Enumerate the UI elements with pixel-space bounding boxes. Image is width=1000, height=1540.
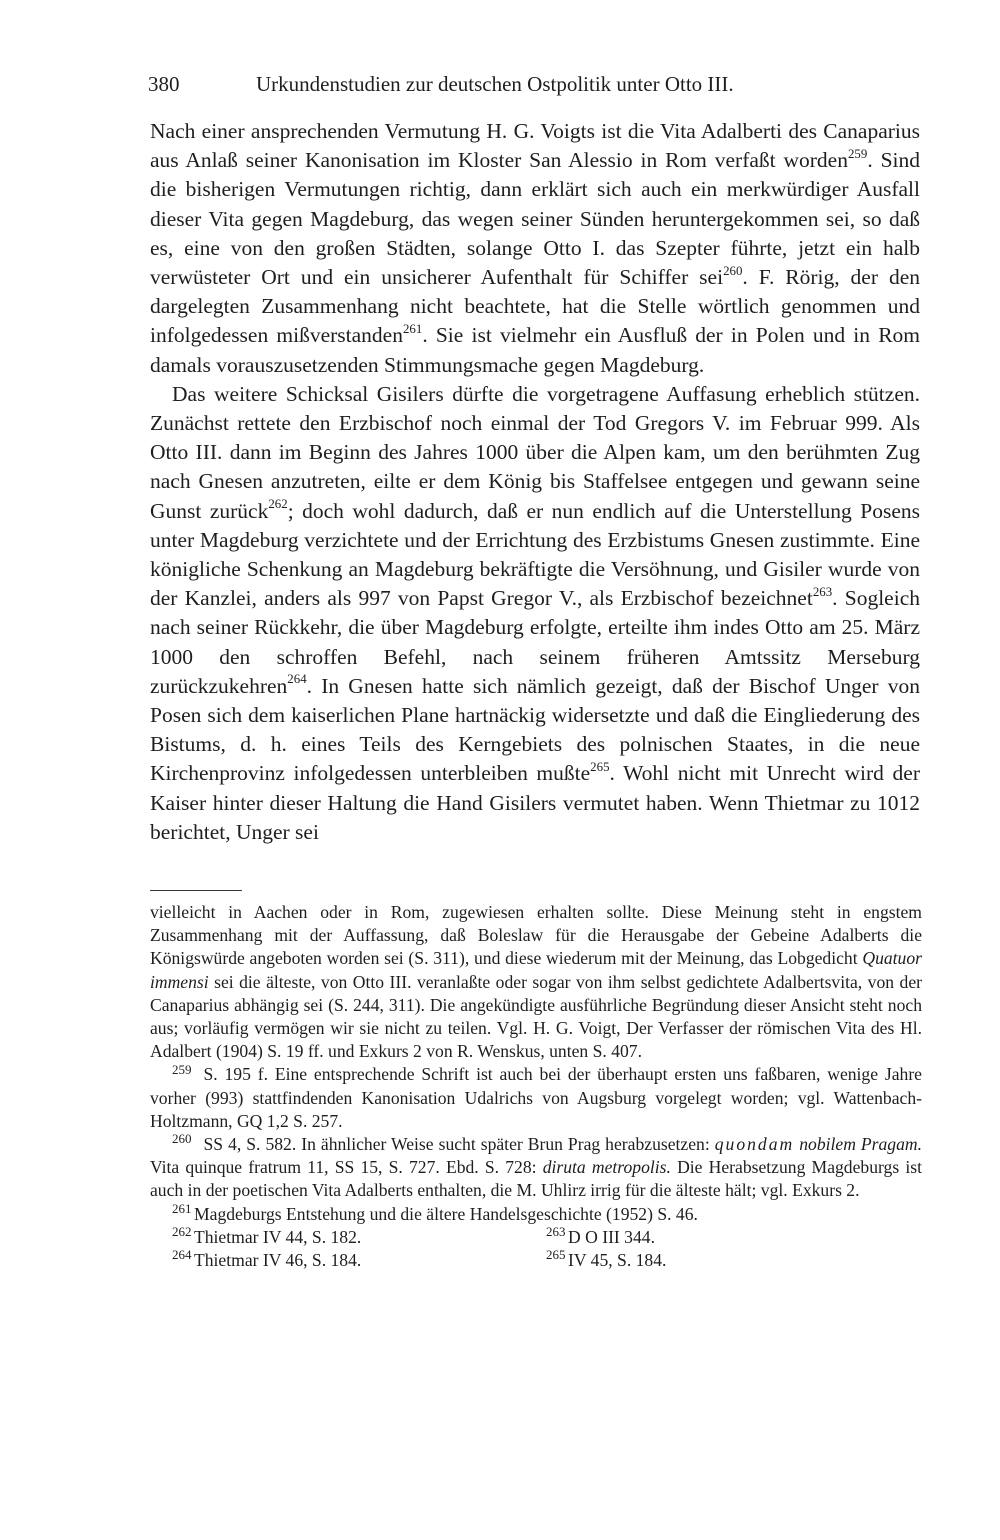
- footnote-ref-260: 260: [723, 263, 743, 278]
- italic-spaced-word: quondam: [714, 1134, 795, 1155]
- footnote-text: Magdeburgs Entstehung und die ältere Handelsgeschichte (1952) S. 46.: [194, 1203, 698, 1224]
- main-text: [150, 117, 920, 847]
- footnote-text: D O III 344.: [568, 1226, 655, 1247]
- running-header: [148, 70, 853, 98]
- footnote-text: Die Herabsetzung Magdeburgs ist auch in der poetischen Vita Adalberts enthalten, die M. Uhlirz irrig für die älteste hält; vgl. Exkurs 2.: [150, 1157, 922, 1201]
- footnote-text: Vita quinque fratrum 11, SS 15, S. 727. Ebd. S. 728:: [150, 1157, 543, 1178]
- paragraph-1: [150, 117, 920, 380]
- footnote-265: 265 IV 45, S. 184.: [546, 1247, 667, 1271]
- paragraph-2: [150, 380, 920, 847]
- footnote-text: SS 4, S. 582. In ähnlicher Weise sucht später Brun Prag herabzusetzen:: [203, 1134, 715, 1155]
- footnote-259: [150, 1063, 922, 1133]
- italic-phrase: diruta metropolis.: [542, 1157, 671, 1178]
- footnote-261: 261 Magdeburgs Entstehung und die ältere Handelsgeschichte (1952) S. 46.: [172, 1200, 698, 1224]
- footnote-ref-263: 263: [812, 584, 833, 599]
- footnote-ref-262: 262: [268, 497, 288, 512]
- text-run: sei die älteste, von Otto III. veranlaßte oder sogar von ihm selbst gedichtete Adalbertsvita, von der Canaparius abhängig sei (S. 244, 311). Die angekündigte ausführliche Begründung dieser Ansicht steht noch aus; vorläufig vermögen wir sie nicht zu teilen. Vgl. H. G. Voigt, Der Verfasser der römischen Vita des Hl. Adalbert (1904) S. 19 ff. und Exkurs 2 von R. Wenskus, unten S. 407.: [150, 971, 922, 1062]
- footnote-260: [150, 1133, 922, 1203]
- footnote-text: S. 195 f. Eine entsprechende Schrift ist auch bei der überhaupt ersten uns faßbaren, wenige Jahre vorher (993) stattfindenden Kanonisation Udalrichs von Augsburg vorgelegt worden; vgl. Wattenbach-Holtzmann, GQ 1,2 S. 257.: [150, 1064, 922, 1131]
- footnote-ref-264: 264: [287, 672, 307, 687]
- text-run: Das weitere Schicksal Gisilers dürfte die vorgetragene Auffasung erheblich stützen. Zunächst rettete den Erzbischof noch einmal der Tod Gregors V. im Februar 999. Als Otto III. dann im Beginn des Jahres 1000 über die Alpen kam, um den berühmten Zug nach Gnesen anzutreten, eilte er dem König bis Staffelsee entgegen und gewann seine Gunst zurück: [150, 381, 920, 523]
- text-run: vielleicht in Aachen oder in Rom, zugewiesen erhalten sollte. Diese Meinung steht in engstem Zusammenhang mit der Auffassung, daß Boleslaw für die Herausgabe der Gebeine Adalberts die Königswürde angeboten worden sei (S. 311), und diese wiederum mit der Meinung, das Lobgedicht: [150, 902, 922, 969]
- footnotes: [150, 901, 922, 1272]
- footnote-divider: [150, 890, 242, 891]
- footnote-text: Thietmar IV 46, S. 184.: [194, 1250, 362, 1271]
- text-run: . Sie ist vielmehr ein Ausfluß der in Polen und in Rom damals vorauszusetzenden Stimmungsmache gegen Magdeburg.: [150, 323, 921, 377]
- text-run: ; doch wohl dadurch, daß er nun endlich auf die Unterstellung Posens unter Magdeburg verzichtete und der Errichtung des Erzbistums Gnesen zustimmte. Eine königliche Schenkung an Magdeburg bekräftigte die Versöhnung, und Gisiler wurde von der Kanzlei, anders als 997 von Papst Gregor V., als Erzbischof bezeichnet: [150, 498, 920, 611]
- footnote-ref-261: 261: [402, 321, 423, 336]
- footnote-ref-265: 265: [590, 760, 610, 775]
- text-run: . Sogleich nach seiner Rückkehr, die über Magdeburg erfolgte, erteilte ihm indes Otto am 25. März 1000 den schroffen Befehl, nach seinem früheren Amtssitz Merseburg zurückzukehren: [150, 586, 920, 698]
- footnote-264: 264 Thietmar IV 46, S. 184.: [172, 1247, 362, 1271]
- text-run: . In Gnesen hatte sich nämlich gezeigt, daß der Bischof Unger von Posen sich dem kaiserlichen Plane hartnäckig widersetzte und daß die Eingliederung des Bistums, d. h. eines Teils des Kerngebiets des polnischen Staates, in die neue Kirchenprovinz infolgedessen unterbleiben mußte: [150, 673, 920, 786]
- footnote-ref-259: 259: [847, 146, 868, 161]
- italic-title: Quatuor immensi: [150, 948, 922, 992]
- running-title: Urkundenstudien zur deutschen Ostpolitik unter Otto III.: [256, 72, 734, 96]
- footnote-row: [150, 1249, 922, 1272]
- footnote-continuation: [150, 901, 922, 1063]
- footnote-263: 263 D O III 344.: [546, 1223, 655, 1247]
- footnote-row: [150, 1223, 922, 1249]
- text-run: Nach einer ansprechenden Vermutung H. G. Voigts ist die Vita Adalberti des Canaparius aus Anlaß seiner Kanonisation im Kloster San Alessio in Rom verfaßt worden: [150, 119, 920, 173]
- text-run: . Sind die bisherigen Vermutungen richtig, dann erklärt sich auch ein merkwürdiger Ausfall dieser Vita gegen Magdeburg, das wegen seiner Sünden heruntergekommen sei, so daß es, eine von den großen Städten, solange Otto I. das Szepter führte, jetzt ein halb verwüsteter Ort und ein unsicherer Aufenthalt für Schiffer sei: [150, 148, 920, 290]
- footnote-262: 262 Thietmar IV 44, S. 182.: [172, 1223, 362, 1247]
- footnote-text: IV 45, S. 184.: [568, 1250, 667, 1271]
- text-run: . Wohl nicht mit Unrecht wird der Kaiser hinter dieser Haltung die Hand Gisilers vermutet haben. Wenn Thietmar zu 1012 berichtet, Unger sei: [150, 761, 920, 844]
- footnote-text: Thietmar IV 44, S. 182.: [194, 1226, 362, 1247]
- footnote-number: 259: [172, 1061, 192, 1077]
- text-run: . F. Rörig, der den dargelegten Zusammenhang nicht beachtete, hat die Stelle wörtlich genommen und infolgedessen mißverstanden: [150, 265, 920, 348]
- italic-phrase: nobilem Pragam.: [794, 1134, 922, 1155]
- footnote-number: 260: [172, 1131, 192, 1147]
- page-number: 380: [148, 72, 180, 96]
